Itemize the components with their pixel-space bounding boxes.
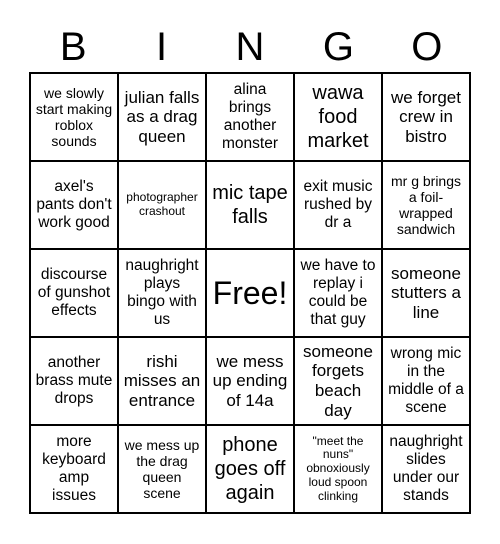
bingo-cell[interactable]: we mess up ending of 14a <box>206 337 294 425</box>
header-letter-b: B <box>59 25 87 69</box>
bingo-cell[interactable]: rishi misses an entrance <box>118 337 206 425</box>
bingo-cell[interactable]: wrong mic in the middle of a scene <box>382 337 470 425</box>
bingo-cell[interactable]: more keyboard amp issues <box>30 425 118 513</box>
bingo-cell[interactable]: naughright slides under our stands <box>382 425 470 513</box>
bingo-cell[interactable]: naughright plays bingo with us <box>118 249 206 337</box>
bingo-cell[interactable]: wawa food market <box>294 73 382 161</box>
bingo-board <box>29 72 471 514</box>
bingo-cell[interactable]: someone forgets beach day <box>294 337 382 425</box>
bingo-cell[interactable]: someone stutters a line <box>382 249 470 337</box>
bingo-cell[interactable]: mr g brings a foil-wrapped sandwich <box>382 161 470 249</box>
bingo-cell[interactable]: alina brings another monster <box>206 73 294 161</box>
bingo-cell[interactable]: we slowly start making roblox sounds <box>30 73 118 161</box>
header-letter-n: N <box>235 25 265 69</box>
bingo-header <box>29 22 471 72</box>
bingo-cell[interactable]: julian falls as a drag queen <box>118 73 206 161</box>
bingo-cell[interactable]: mic tape falls <box>206 161 294 249</box>
bingo-cell[interactable]: we mess up the drag queen scene <box>118 425 206 513</box>
bingo-cell[interactable]: we forget crew in bistro <box>382 73 470 161</box>
header-letter-o: O <box>411 25 443 69</box>
bingo-cell[interactable]: "meet the nuns" obnoxiously loud spoon clinking <box>294 425 382 513</box>
bingo-cell[interactable]: photographer crashout <box>118 161 206 249</box>
bingo-cell[interactable]: we have to replay i could be that guy <box>294 249 382 337</box>
bingo-cell[interactable]: phone goes off again <box>206 425 294 513</box>
free-space-cell[interactable]: Free! <box>206 249 294 337</box>
header-letter-g: G <box>322 25 354 69</box>
bingo-cell[interactable]: another brass mute drops <box>30 337 118 425</box>
bingo-cell[interactable]: axel's pants don't work good <box>30 161 118 249</box>
bingo-cell[interactable]: discourse of gunshot effects <box>30 249 118 337</box>
header-letter-i: I <box>156 25 168 69</box>
bingo-cell[interactable]: exit music rushed by dr a <box>294 161 382 249</box>
